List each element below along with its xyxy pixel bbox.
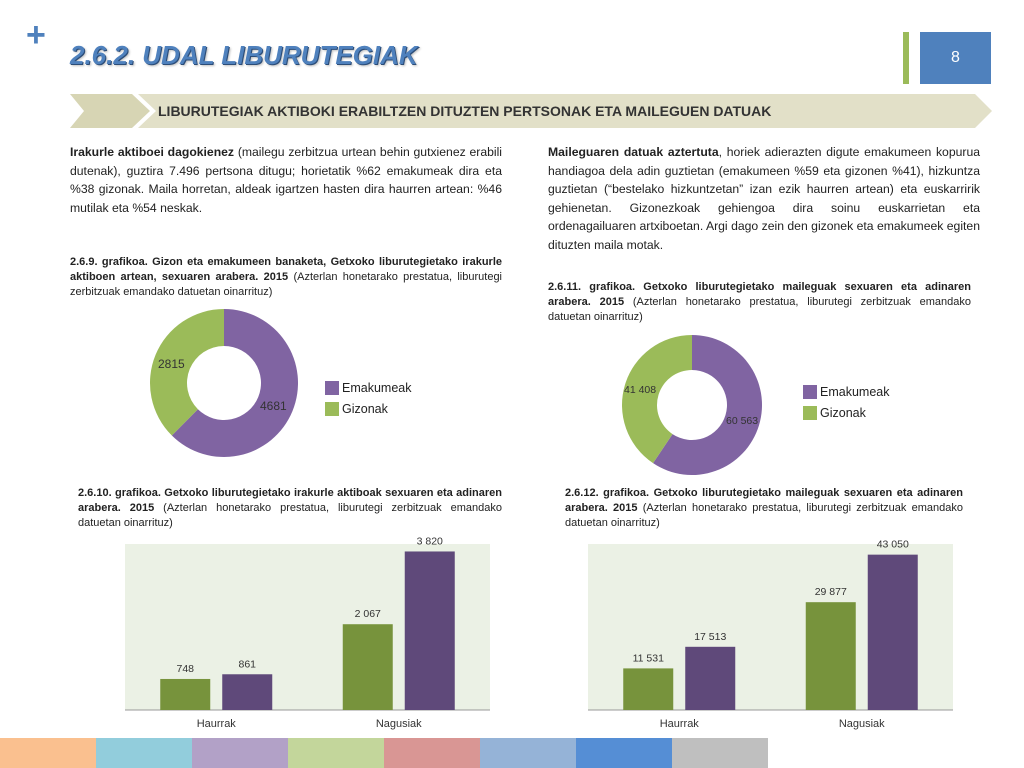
bar-value-label: 2 067 <box>354 608 381 621</box>
bar-value-label: 29 877 <box>814 586 847 599</box>
caption-2-6-12-text: (Azterlan honetarako prestatua, liburutegi zerbitzuak emandako datuetan oinarrituz) <box>565 502 963 529</box>
bar-gizonak-haurrak <box>623 668 673 710</box>
caption-2-6-9-text: (Azterlan honetarako prestatua, liburutegi zerbitzuak emandako datuetan oinarrituz) <box>70 271 502 298</box>
legend-item-women <box>803 381 889 402</box>
caption-2-6-11-bold: 2.6.11. grafikoa. Getxoko liburutegietako maileguak sexuaren eta adinaren arabera. 2015 <box>548 281 971 308</box>
right-paragraph-bold: Maileguaren datuak aztertuta <box>548 145 719 159</box>
legend-label-men: Gizonak <box>342 401 388 416</box>
strip-block <box>384 738 480 768</box>
donut-slice-gizonak <box>150 309 224 436</box>
legend-swatch-men <box>325 402 339 416</box>
bar-value-label: 43 050 <box>876 538 909 551</box>
bar-gizonak-haurrak <box>160 679 210 710</box>
bar-chart-readers-age <box>120 530 500 735</box>
strip-block <box>576 738 672 768</box>
bar-value-label: 17 513 <box>694 630 727 643</box>
strip-block <box>480 738 576 768</box>
plus-icon: + <box>26 16 46 54</box>
strip-block <box>672 738 768 768</box>
strip-block <box>0 738 96 768</box>
right-paragraph-text: , horiek adierazten digute emakumeen kopurua handiagoa dela adin guztietan (emakumeen %59 eta gizonen %41), hizkuntza guztietan (“bestelako hizkuntzetan” izan ezik haurren artean) eta euskarririk gehienetan. Gizonezkoak gehiengoa dira soinu euskarrietan eta ordenagailuaren artxiboetan. Argi dago zein den gizonek eta emakumeek egiten dituzten maila motak. <box>548 145 980 252</box>
donut-value-label: 41 408 <box>624 384 657 396</box>
bar-value-label: 11 531 <box>632 652 664 665</box>
caption-2-6-10-text: (Azterlan honetarako prestatua, liburutegi zerbitzuak emandako datuetan oinarrituz) <box>78 502 502 529</box>
bar-value-label: 861 <box>238 658 257 671</box>
caption-2-6-11 <box>548 280 971 325</box>
donut-chart-loans <box>610 330 780 480</box>
strip-block <box>96 738 192 768</box>
bar-emakumeak-haurrak <box>222 674 272 710</box>
left-paragraph-bold: Irakurle aktiboei dagokienez <box>70 145 235 159</box>
x-tick-label: Nagusiak <box>838 718 885 730</box>
caption-2-6-10 <box>78 486 502 532</box>
legend-readers <box>325 377 411 419</box>
accent-bar <box>903 32 909 84</box>
caption-2-6-12 <box>565 486 963 532</box>
legend-loans <box>803 381 889 423</box>
donut-value-label: 4681 <box>260 399 287 413</box>
legend-swatch-women <box>803 385 817 399</box>
section-banner <box>70 94 992 128</box>
caption-2-6-9 <box>70 255 502 300</box>
bottom-color-strip <box>0 738 768 768</box>
x-tick-label: Nagusiak <box>375 718 422 730</box>
bar-gizonak-nagusiak <box>343 624 393 710</box>
caption-2-6-12-bold: 2.6.12. grafikoa. Getxoko liburutegietako maileguak sexuaren eta adinaren arabera. 2015 <box>565 487 963 514</box>
bar-chart-loans-age <box>583 530 963 735</box>
donut-chart-readers <box>140 305 310 465</box>
left-paragraph-text: (mailegu zerbitzua urtean behin gutxienez erabili dutenak), guztira 7.496 pertsona ditugu; horietatik %62 emakumeak dira eta %38 gizonak. Maila horretan, aldeak igartzen hasten dira haurren artean: %46 mutilak eta %54 neskak. <box>70 145 502 215</box>
caption-2-6-9-bold: 2.6.9. grafikoa. Gizon eta emakumeen banaketa, Getxoko liburutegietako irakurle aktiboen artean, sexuaren arabera. 2015 <box>70 256 502 283</box>
page-title: 2.6.2. UDAL LIBURUTEGIAK <box>70 40 418 70</box>
bar-emakumeak-haurrak <box>685 647 735 710</box>
bar-emakumeak-nagusiak <box>868 555 918 710</box>
caption-2-6-10-bold: 2.6.10. grafikoa. Getxoko liburutegietako irakurle aktiboak sexuaren eta adinaren arabera. 2015 <box>78 487 502 514</box>
bar-value-label: 3 820 <box>416 535 443 548</box>
legend-label-women: Emakumeak <box>342 380 412 395</box>
x-tick-label: Haurrak <box>196 718 236 730</box>
right-paragraph <box>548 143 980 254</box>
legend-label-women: Emakumeak <box>820 384 890 399</box>
legend-item-men <box>803 402 889 423</box>
page-number: 8 <box>920 32 991 84</box>
legend-item-men <box>325 398 411 419</box>
legend-swatch-women <box>325 381 339 395</box>
donut-value-label: 2815 <box>158 357 185 371</box>
strip-block <box>192 738 288 768</box>
donut-value-label: 60 563 <box>726 415 759 427</box>
legend-swatch-men <box>803 406 817 420</box>
x-tick-label: Haurrak <box>659 718 699 730</box>
bar-gizonak-nagusiak <box>806 602 856 710</box>
banner-title: LIBURUTEGIAK AKTIBOKI ERABILTZEN DITUZTEN PERTSONAK ETA MAILEGUEN DATUAK <box>158 103 772 119</box>
legend-item-women <box>325 377 411 398</box>
bar-value-label: 748 <box>176 662 195 675</box>
caption-2-6-11-text: (Azterlan honetarako prestatua, liburutegi zerbitzuak emandako datuetan oinarrituz) <box>548 296 971 323</box>
left-paragraph <box>70 143 502 217</box>
legend-label-men: Gizonak <box>820 405 866 420</box>
bar-emakumeak-nagusiak <box>405 551 455 710</box>
strip-block <box>288 738 384 768</box>
